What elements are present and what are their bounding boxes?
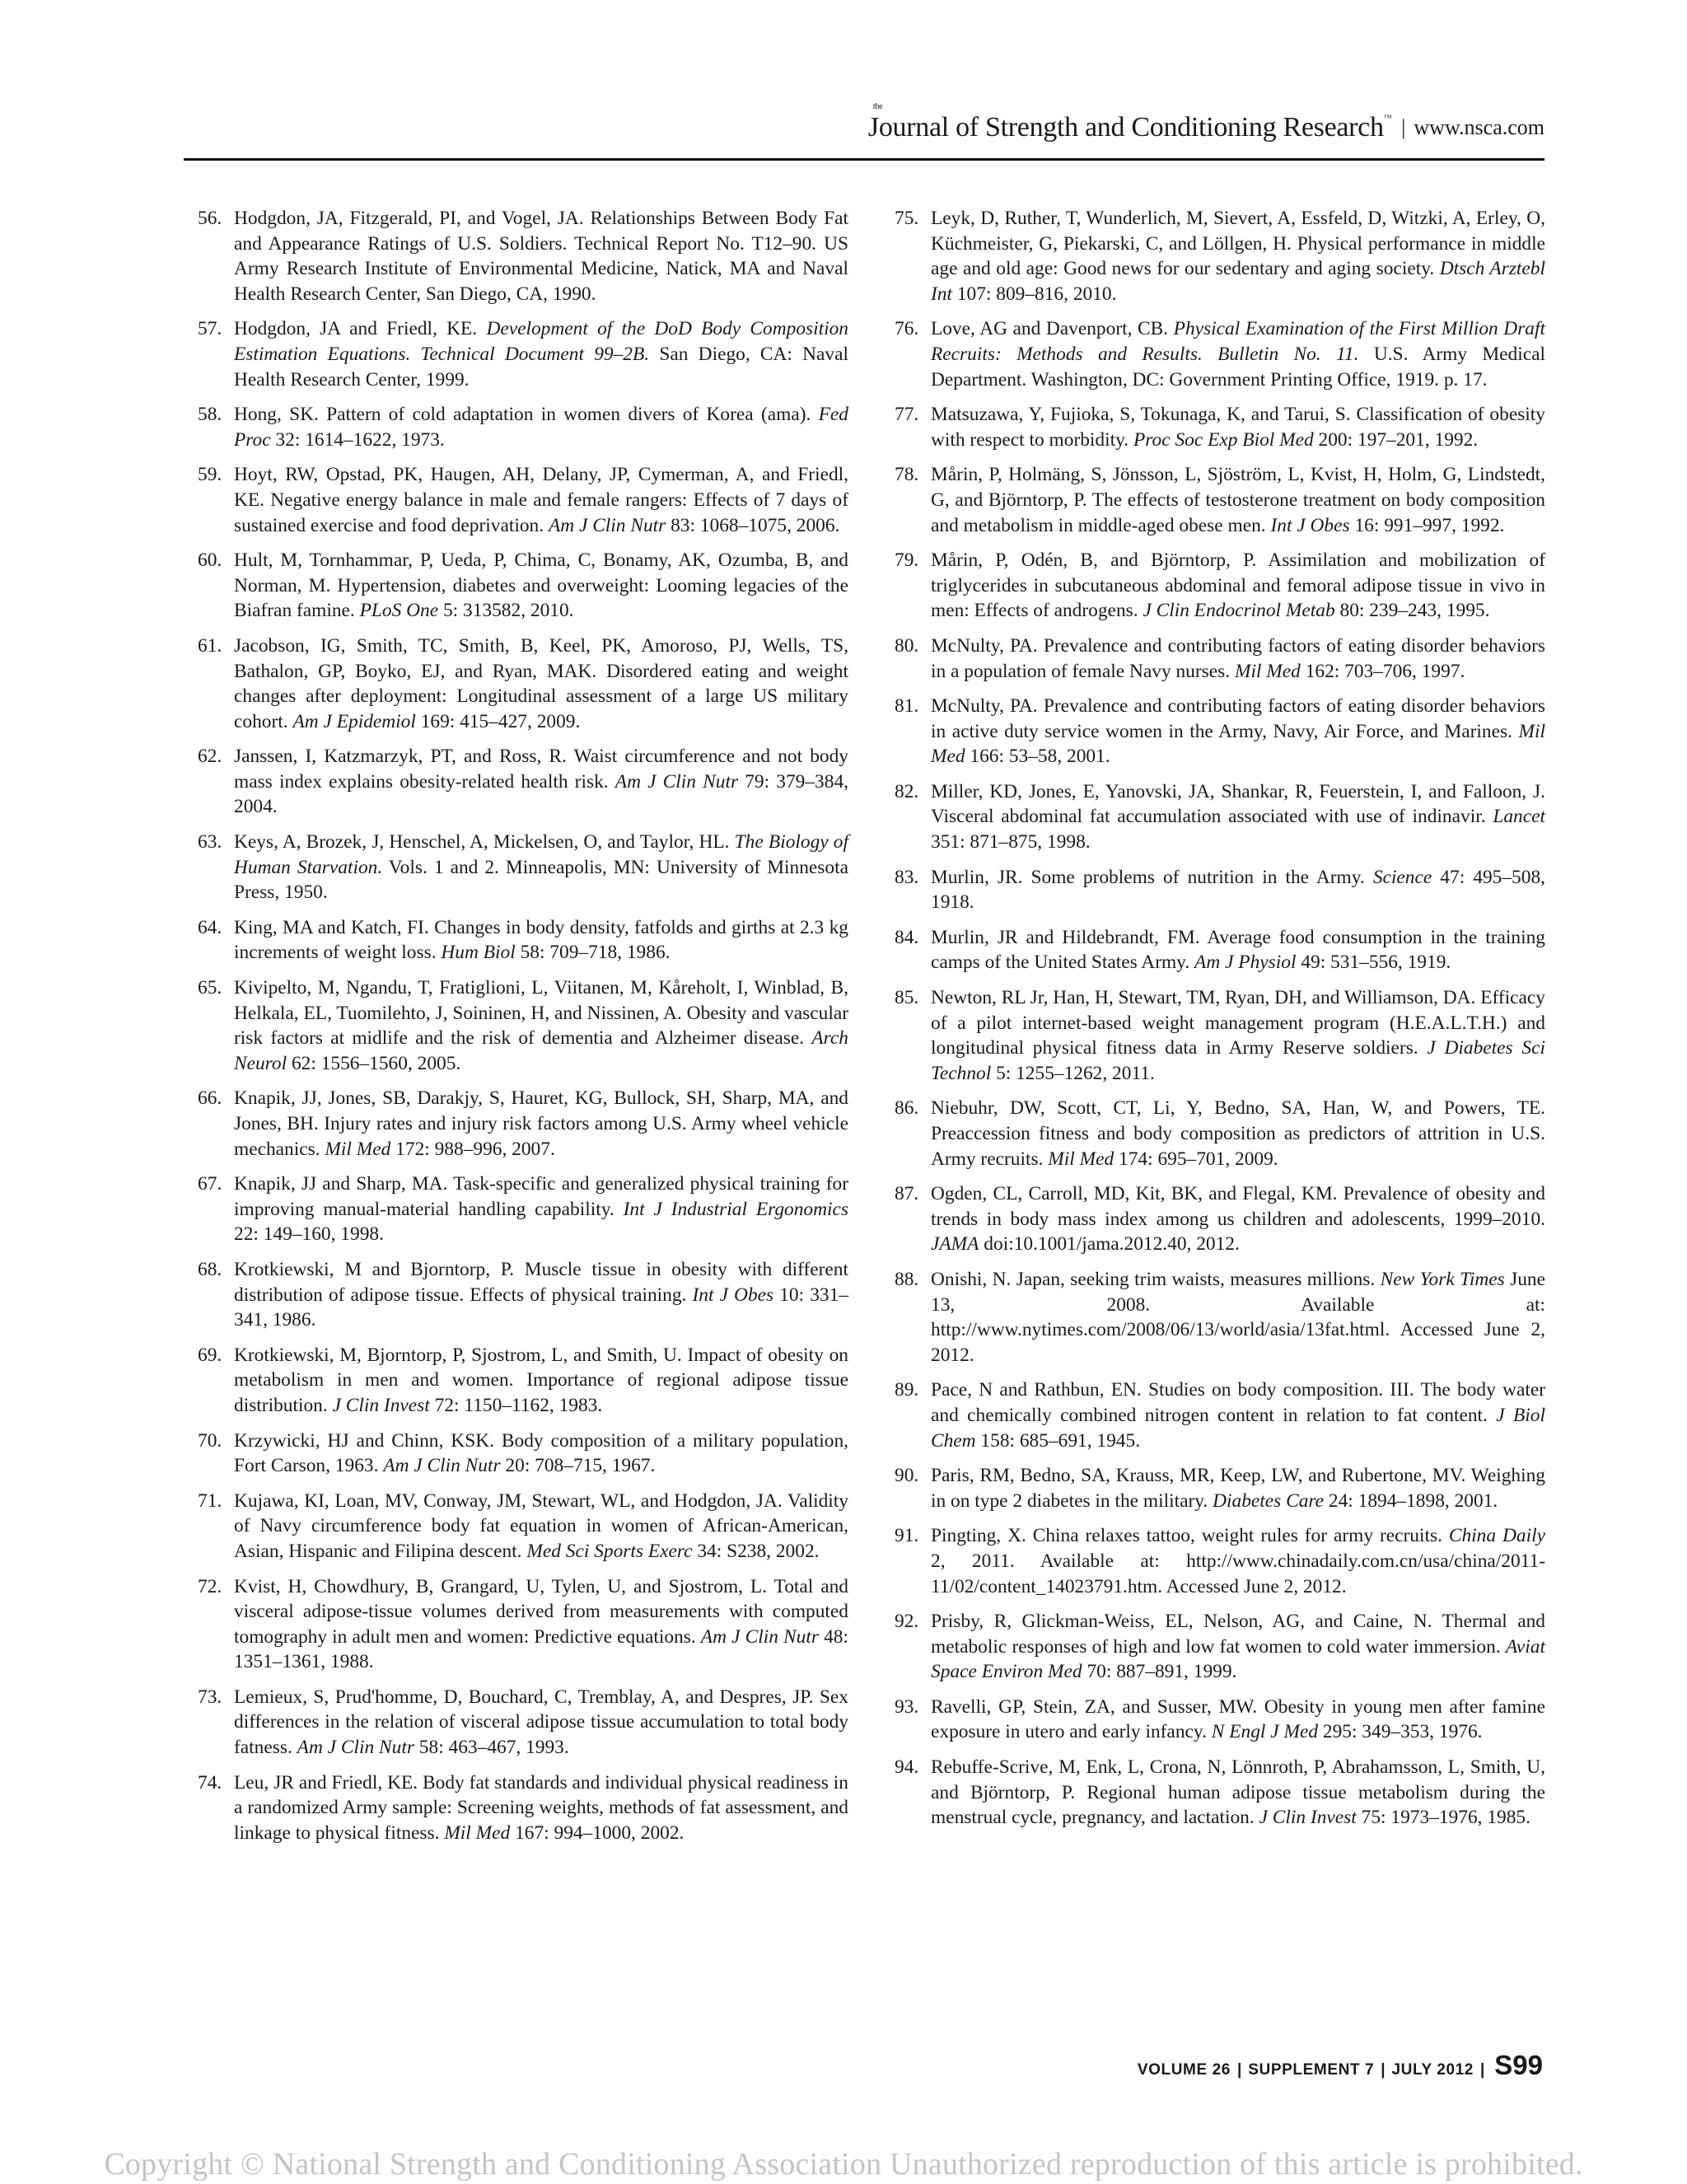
reference-number: 72. [198, 1575, 222, 1597]
reference-number: 65. [198, 977, 222, 999]
footer-separator: | [1381, 2061, 1386, 2079]
reference-text: Pace, N and Rathbun, EN. Studies on body composition. III. The body water and chemically combined nitrogen content in relation to fat content. [931, 1379, 1545, 1426]
reference-source: Mil Med [931, 720, 1545, 768]
reference-text: Miller, KD, Jones, E, Yanovski, JA, Shankar, R, Feuerstein, I, and Falloon, J. Visceral abdominal fat accumulation associated with use of indinavir. [931, 780, 1545, 828]
reference-source: PLoS One [359, 600, 439, 622]
reference-item [198, 316, 848, 392]
reference-text: Krotkiewski, M and Bjorntorp, P. Muscle tissue in obesity with different distribution of adipose tissue. Effects of physical training. [234, 1258, 848, 1306]
reference-number: 75. [895, 208, 919, 229]
reference-source: China Daily [1448, 1525, 1545, 1547]
journal-url-link[interactable]: www.nsca.com [1414, 115, 1544, 139]
reference-text: Hodgdon, JA, Fitzgerald, PI, and Vogel, JA. Relationships Between Body Fat and Appearance Ratings of U.S. Soldiers. Technical Report No. T12–90. US Army Research Institute of Environmental Medicine, Natick, MA and Naval Health Research Center, San Diego, CA, 1990. [234, 208, 848, 305]
reference-number: 69. [198, 1344, 222, 1366]
reference-details: 24: 1894–1898, 2001. [1324, 1490, 1498, 1512]
reference-source: N Engl J Med [1211, 1721, 1319, 1743]
reference-source: Am J Clin Nutr [700, 1625, 819, 1648]
reference-number: 94. [895, 1756, 919, 1779]
reference-source: Fed Proc [234, 404, 848, 451]
reference-number: 73. [198, 1686, 222, 1708]
reference-text: Prisby, R, Glickman-Weiss, EL, Nelson, AG, and Caine, N. Thermal and metabolic responses of high and low fat women to cold water immersion. [931, 1611, 1545, 1658]
reference-number: 92. [895, 1611, 919, 1633]
reference-item [198, 830, 848, 905]
reference-text: Pingting, X. China relaxes tattoo, weight rules for army recruits. [931, 1525, 1449, 1547]
reference-item [198, 634, 848, 734]
reference-item [895, 1609, 1545, 1685]
reference-item [198, 915, 848, 966]
reference-number: 71. [198, 1490, 222, 1512]
reference-details: 47: 495–508, 1918. [931, 866, 1545, 914]
reference-text: Mårin, P, Odén, B, and Björntorp, P. Assimilation and mobilization of triglycerides in subcutaneous abdominal and femoral adipose tissue in vivo in men: Effects of androgens. [931, 550, 1545, 622]
reference-source: Diabetes Care [1213, 1490, 1325, 1512]
reference-item [895, 925, 1545, 975]
reference-text: Kivipelto, M, Ngandu, T, Fratiglioni, L, Viitanen, M, Kåreholt, I, Winblad, B, Helkala, EL, Tuomilehto, J, Soininen, H, and Nissinen, A. Obesity and vascular risk factors at midlife and the risk of dementia and Alzheimer disease. [234, 977, 848, 1050]
reference-text: Keys, A, Brozek, J, Henschel, A, Mickelsen, O, and Taylor, HL. [234, 831, 735, 853]
reference-source: Mil Med [1048, 1148, 1115, 1170]
reference-source: New York Times [1380, 1268, 1505, 1290]
reference-source: Int J Industrial Ergonomics [623, 1198, 848, 1220]
reference-source: J Clin Invest [332, 1394, 430, 1416]
reference-source: Am J Clin Nutr [297, 1737, 414, 1759]
reference-text: Ravelli, GP, Stein, ZA, and Susser, MW. Obesity in young men after famine exposure in utero and early infancy. [931, 1695, 1545, 1743]
trademark-symbol: ™ [1383, 114, 1392, 123]
reference-number: 79. [895, 550, 919, 572]
reference-item [895, 1695, 1545, 1745]
reference-source: Arch Neurol [234, 1027, 848, 1074]
reference-number: 58. [198, 404, 222, 426]
reference-source: Science [1372, 866, 1432, 888]
reference-text: Rebuffe-Scrive, M, Enk, L, Crona, N, Lönnroth, P, Abrahamsson, L, Smith, U, and Björntorp, P. Regional human adipose tissue metabolism during the menstrual cycle, pregnancy, and lactation. [931, 1756, 1545, 1829]
reference-details: 48: 1351–1361, 1988. [234, 1625, 848, 1673]
reference-number: 85. [895, 987, 919, 1009]
reference-text: Murlin, JR and Hildebrandt, FM. Average food consumption in the training camps of the United States Army. [931, 926, 1545, 974]
reference-item [895, 1267, 1545, 1368]
reference-text: Hong, SK. Pattern of cold adaptation in women divers of Korea (ama). [234, 404, 819, 426]
reference-item [198, 1257, 848, 1333]
reference-details: 5: 313582, 2010. [438, 600, 574, 622]
reference-number: 78. [895, 464, 919, 486]
footer-date: JULY 2012 [1391, 2061, 1474, 2079]
reference-text: Matsuzawa, Y, Fujioka, S, Tokunaga, K, and Tarui, S. Classification of obesity with respect to morbidity. [931, 404, 1545, 451]
reference-item [198, 1429, 848, 1479]
reference-item [198, 1489, 848, 1564]
reference-details: 2, 2011. Available at: http://www.chinadaily.com.cn/usa/china/2011-11/02/content_14023791.htm. Accessed June 2, 2012. [931, 1550, 1545, 1597]
reference-item [895, 1523, 1545, 1599]
reference-source: Hum Biol [441, 942, 516, 964]
reference-text: Leyk, D, Ruther, T, Wunderlich, M, Sievert, A, Essfeld, D, Witzki, A, Erley, O, Küchmeister, G, Piekarski, C, and Löllgen, H. Physical performance in middle age and old age: Good news for our sedentary and aging society. [931, 208, 1545, 280]
reference-details: 10: 331–341, 1986. [234, 1284, 848, 1331]
reference-item [198, 1574, 848, 1675]
reference-details: U.S. Army Medical Department. Washington, DC: Government Printing Office, 1919. p. 17. [931, 343, 1545, 391]
reference-text: Janssen, I, Katzmarzyk, PT, and Ross, R. Waist circumference and not body mass index explains obesity-related health risk. [234, 746, 848, 793]
reference-item [895, 206, 1545, 306]
reference-source: Am J Clin Nutr [383, 1455, 501, 1477]
reference-details: 162: 703–706, 1997. [1300, 660, 1465, 682]
reference-text: King, MA and Katch, FI. Changes in body density, fatfolds and girths at 2.3 kg increments of weight loss. [234, 916, 848, 964]
reference-item [198, 462, 848, 538]
reference-number: 56. [198, 208, 222, 229]
reference-source: Am J Physiol [1194, 952, 1297, 974]
reference-number: 93. [895, 1695, 919, 1718]
reference-item [198, 1343, 848, 1419]
reference-details: 34: S238, 2002. [692, 1540, 820, 1562]
reference-source: Proc Soc Exp Biol Med [1133, 428, 1314, 451]
reference-source: Physical Examination of the First Million Draft Recruits: Methods and Results. Bulletin No. 11. [931, 318, 1545, 365]
reference-number: 66. [198, 1087, 222, 1110]
reference-source: Mil Med [444, 1822, 511, 1844]
reference-text: Niebuhr, DW, Scott, CT, Li, Y, Bedno, SA, Han, W, and Powers, TE. Preaccession fitness and body composition as predictors of attrition in U.S. Army recruits. [931, 1097, 1545, 1170]
footer-separator: | [1479, 2061, 1485, 2079]
reference-number: 90. [895, 1465, 919, 1487]
reference-details: 107: 809–816, 2010. [951, 283, 1117, 305]
reference-source: Aviat Space Environ Med [931, 1635, 1545, 1683]
reference-details: doi:10.1001/jama.2012.40, 2012. [979, 1233, 1240, 1256]
reference-number: 76. [895, 318, 919, 340]
reference-number: 61. [198, 634, 222, 657]
reference-number: 70. [198, 1429, 222, 1452]
reference-number: 67. [198, 1173, 222, 1195]
reference-details: 200: 197–201, 1992. [1313, 428, 1479, 451]
reference-item [895, 694, 1545, 769]
reference-details: 169: 415–427, 2009. [415, 710, 581, 732]
reference-text: Hult, M, Tornhammar, P, Ueda, P, Chima, C, Bonamy, AK, Ozumba, B, and Norman, M. Hypertension, diabetes and overweight: Looming legacies of the Biafran famine. [234, 550, 848, 622]
reference-text: Ogden, CL, Carroll, MD, Kit, BK, and Flegal, KM. Prevalence of obesity and trends in body mass index among us children and adolescents, 1999–2010. [931, 1183, 1545, 1230]
reference-details: 20: 708–715, 1967. [500, 1455, 656, 1477]
footer-separator: | [1236, 2061, 1242, 2079]
reference-number: 59. [198, 464, 222, 486]
copyright-watermark: Copyright © National Strength and Conditioning Association Unauthorized reproduction of this article is prohibited. [104, 2147, 1583, 2182]
reference-number: 77. [895, 404, 919, 426]
reference-number: 86. [895, 1097, 919, 1120]
reference-text: Knapik, JJ, Jones, SB, Darakjy, S, Hauret, KG, Bullock, SH, Sharp, MA, and Jones, BH. Injury rates and injury risk factors among U.S. Army wheel vehicle mechanics. [234, 1087, 848, 1160]
reference-number: 89. [895, 1379, 919, 1401]
page-number: S99 [1494, 2050, 1543, 2080]
reference-text: Kujawa, KI, Loan, MV, Conway, JM, Stewart, WL, and Hodgdon, JA. Validity of Navy circumference body fat equation in women of African-American, Asian, Hispanic and Filipina descent. [234, 1490, 848, 1562]
reference-source: Mil Med [1234, 660, 1301, 682]
reference-details: 295: 349–353, 1976. [1318, 1721, 1483, 1743]
reference-item [895, 316, 1545, 392]
reference-number: 91. [895, 1525, 919, 1547]
reference-details: 49: 531–556, 1919. [1296, 952, 1451, 974]
reference-item [895, 1377, 1545, 1453]
reference-details: June 13, 2008. Available at: http://www.nytimes.com/2008/06/13/world/asia/13fat.html. Accessed June 2, 2012. [931, 1268, 1546, 1366]
reference-item [895, 402, 1545, 452]
reference-item [895, 779, 1545, 855]
reference-item [895, 985, 1545, 1086]
reference-source: Am J Epidemiol [292, 710, 416, 732]
reference-details: 58: 463–467, 1993. [414, 1737, 569, 1759]
reference-text: Krotkiewski, M, Bjorntorp, P, Sjostrom, L, and Smith, U. Impact of obesity on metabolism in men and women. Importance of regional adipose tissue distribution. [234, 1344, 848, 1416]
page-footer [1138, 2050, 1543, 2081]
reference-text: Mårin, P, Holmäng, S, Jönsson, L, Sjöström, L, Kvist, H, Holm, G, Lindstedt, G, and Björntorp, P. The effects of testosterone treatment on body composition and metabolism in middle-aged obese men. [931, 464, 1545, 536]
reference-item [895, 634, 1545, 684]
reference-source: Int J Obes [1270, 514, 1350, 536]
reference-source: Development of the DoD Body Composition Estimation Equations. Technical Document 99–2B. [234, 318, 849, 365]
reference-details: 22: 149–160, 1998. [234, 1223, 384, 1246]
reference-text: Hodgdon, JA and Friedl, KE. [234, 318, 487, 340]
reference-item [895, 1096, 1545, 1172]
reference-details: 351: 871–875, 1998. [931, 831, 1091, 853]
reference-source: J Clin Endocrinol Metab [1143, 600, 1335, 622]
reference-details: 62: 1556–1560, 2005. [287, 1052, 461, 1074]
references-column-right [895, 206, 1545, 1840]
reference-details: 79: 379–384, 2004. [234, 770, 848, 818]
reference-source: Med Sci Sports Exerc [526, 1540, 693, 1562]
reference-details: 83: 1068–1075, 2006. [666, 514, 840, 536]
reference-details: Vols. 1 and 2. Minneapolis, MN: University of Minnesota Press, 1950. [234, 856, 848, 904]
reference-text: McNulty, PA. Prevalence and contributing factors of eating disorder behaviors in a population of female Navy nurses. [931, 634, 1545, 682]
reference-item [198, 1685, 848, 1761]
reference-number: 57. [198, 318, 222, 340]
reference-item [198, 744, 848, 820]
reference-number: 82. [895, 780, 919, 802]
reference-item [198, 1172, 848, 1247]
reference-item [895, 1463, 1545, 1513]
reference-text: Newton, RL Jr, Han, H, Stewart, TM, Ryan, DH, and Williamson, DA. Efficacy of a pilot internet-based weight management program (H.E.A.L.T.H.) and longitudinal physical fitness data in Army Reserve soldiers. [931, 987, 1545, 1059]
reference-text: Kvist, H, Chowdhury, B, Grangard, U, Tylen, U, and Sjostrom, L. Total and visceral adipose-tissue volumes derived from measurements with computed tomography in adult men and women: Predictive equations. [234, 1575, 848, 1648]
journal-title [867, 102, 1392, 143]
reference-text: Hoyt, RW, Opstad, PK, Haugen, AH, Delany, JP, Cymerman, A, and Friedl, KE. Negative energy balance in male and female rangers: Effects of 7 days of sustained exercise and food deprivation. [234, 464, 848, 536]
reference-details: 166: 53–58, 2001. [965, 746, 1110, 768]
reference-number: 64. [198, 916, 222, 938]
reference-number: 74. [198, 1771, 222, 1793]
reference-details: 32: 1614–1622, 1973. [270, 428, 445, 451]
reference-text: Jacobson, IG, Smith, TC, Smith, B, Keel, PK, Amoroso, PJ, Wells, TS, Bathalon, GP, Boyko, EJ, and Ryan, MAK. Disordered eating and weight changes after deployment: Longitudinal assessment of a large US military cohort. [234, 634, 848, 732]
reference-number: 88. [895, 1268, 919, 1290]
header-rule [184, 158, 1544, 161]
reference-details: 72: 1150–1162, 1983. [429, 1394, 603, 1416]
reference-item [895, 1181, 1545, 1257]
footer-volume: VOLUME 26 [1137, 2061, 1231, 2079]
reference-number: 62. [198, 746, 222, 768]
reference-source: Am J Clin Nutr [548, 514, 666, 536]
reference-number: 60. [198, 550, 222, 572]
reference-text: Knapik, JJ and Sharp, MA. Task-specific and generalized physical training for improving manual-material handling capability. [234, 1173, 848, 1220]
reference-source: Int J Obes [692, 1284, 774, 1306]
reference-number: 68. [198, 1258, 222, 1280]
reference-source: J Clin Invest [1259, 1807, 1357, 1829]
reference-details: 158: 685–691, 1945. [975, 1429, 1141, 1452]
reference-item [198, 206, 848, 306]
reference-item [198, 975, 848, 1076]
reference-source: Mil Med [325, 1138, 391, 1160]
reference-number: 87. [895, 1183, 919, 1205]
reference-details: 70: 887–891, 1999. [1082, 1661, 1237, 1683]
reference-text: Krzywicki, HJ and Chinn, KSK. Body composition of a military population, Fort Carson, 1963. [234, 1429, 848, 1477]
reference-details: 75: 1973–1976, 1985. [1356, 1807, 1530, 1829]
reference-text: Murlin, JR. Some problems of nutrition in the Army. [931, 866, 1373, 888]
reference-number: 81. [895, 695, 919, 718]
header-separator: | [1401, 115, 1406, 139]
reference-details: 58: 709–718, 1986. [515, 942, 671, 964]
reference-source: Am J Clin Nutr [615, 770, 739, 793]
reference-source: Dtsch Arztebl Int [931, 258, 1545, 305]
reference-details: 174: 695–701, 2009. [1114, 1148, 1278, 1170]
reference-number: 80. [895, 634, 919, 657]
reference-text: Onishi, N. Japan, seeking trim waists, measures millions. [931, 1268, 1381, 1290]
references-column-left [198, 206, 848, 1855]
reference-number: 84. [895, 926, 919, 948]
running-header [184, 102, 1544, 158]
reference-number: 83. [895, 866, 919, 888]
reference-text: Love, AG and Davenport, CB. [931, 318, 1174, 340]
reference-item [198, 1086, 848, 1162]
reference-source: The Biology of Human Starvation. [234, 831, 848, 878]
reference-text: Leu, JR and Friedl, KE. Body fat standards and individual physical readiness in a randomized Army sample: Screening weights, methods of fat assessment, and linkage to physical fitness. [234, 1771, 848, 1844]
reference-item [198, 548, 848, 624]
reference-number: 63. [198, 831, 222, 853]
reference-item [198, 1770, 848, 1846]
reference-text: Paris, RM, Bedno, SA, Krauss, MR, Keep, LW, and Rubertone, MV. Weighing in on type 2 diabetes in the military. [931, 1465, 1545, 1512]
reference-source: Lancet [1493, 806, 1545, 828]
reference-details: 167: 994–1000, 2002. [510, 1822, 685, 1844]
reference-details: 16: 991–997, 1992. [1349, 514, 1505, 536]
reference-text: Lemieux, S, Prud'homme, D, Bouchard, C, Tremblay, A, and Despres, JP. Sex differences in the relation of visceral adipose tissue accumulation to total body fatness. [234, 1686, 848, 1759]
reference-source: J Biol Chem [931, 1404, 1545, 1452]
reference-text: McNulty, PA. Prevalence and contributing factors of eating disorder behaviors in active duty service women in the Army, Navy, Air Force, and Marines. [931, 695, 1545, 742]
reference-details: San Diego, CA: Naval Health Research Center, 1999. [234, 343, 848, 391]
reference-source: J Diabetes Sci Technol [931, 1037, 1545, 1084]
reference-details: 80: 239–243, 1995. [1334, 600, 1490, 622]
reference-item [895, 865, 1545, 915]
reference-item [198, 402, 848, 452]
reference-item [895, 1755, 1545, 1831]
reference-item [895, 548, 1545, 624]
journal-title-the: the [872, 102, 883, 111]
reference-item [895, 462, 1545, 538]
reference-details: 5: 1255–1262, 2011. [991, 1062, 1155, 1084]
reference-details: 172: 988–996, 2007. [390, 1138, 555, 1160]
footer-supplement: SUPPLEMENT 7 [1248, 2061, 1375, 2079]
reference-source: JAMA [931, 1233, 979, 1256]
journal-title-text: Journal of Strength and Conditioning Research [867, 112, 1384, 143]
